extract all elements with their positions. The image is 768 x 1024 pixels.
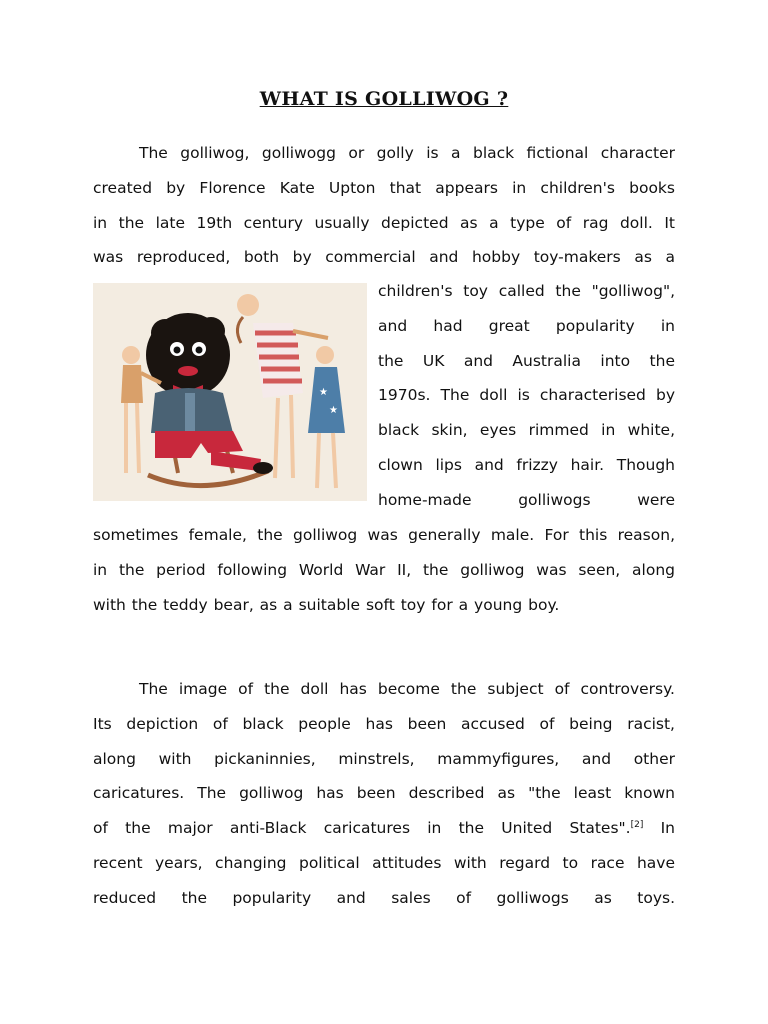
paragraph-line: along with pickaninnies, minstrels, mammyfigures, and other [93, 749, 675, 768]
paragraph-1-wrap [378, 274, 675, 518]
paragraph-line-tail: In [660, 819, 675, 838]
paragraph-line: reduced the popularity and sales of golliwogs as toys. [93, 888, 675, 907]
paragraph-line-text: of the major anti-Black caricatures in the United States". [93, 819, 631, 838]
svg-text:★: ★ [319, 387, 328, 398]
paragraph-line: created by Florence Kate Upton that appears in children's books [93, 178, 675, 197]
golliwog-dolls-illustration [93, 283, 367, 501]
svg-text:★: ★ [329, 405, 338, 416]
paragraph-line: recent years, changing political attitudes with regard to race have [93, 853, 675, 872]
golliwog-dolls-illustration-icon [93, 283, 367, 501]
paragraph-line: home-made golliwogs were [378, 490, 675, 509]
paragraph-line: The image of the doll has become the subject of controversy. [139, 680, 675, 698]
paragraph-1-bottom [93, 518, 675, 622]
paragraph-line-with-citation [93, 811, 675, 846]
paragraph-line: Its depiction of black people has been accused of being racist, [93, 714, 675, 733]
paragraph-line: was reproduced, both by commercial and hobby toy-makers as a [93, 248, 675, 267]
paragraph-line: The golliwog, golliwogg or golly is a black fictional character [139, 144, 675, 162]
paragraph-line: children's toy called the "golliwog", [378, 282, 675, 300]
paragraph-line: black skin, eyes rimmed in white, [378, 421, 675, 440]
paragraph-line: and had great popularity in [378, 316, 675, 335]
citation-link[interactable]: [2] [630, 820, 644, 831]
page-title: WHAT IS GOLLIWOG ? [259, 88, 509, 110]
paragraph-line: caricatures. The golliwog has been described as "the least known [93, 784, 675, 803]
paragraph-line: in the late 19th century usually depicted as a type of rag doll. It [93, 213, 675, 232]
paragraph-line: in the period following World War II, the golliwog was seen, along [93, 560, 675, 579]
paragraph-1-top [93, 136, 675, 275]
paragraph-line: clown lips and frizzy hair. Though [378, 455, 675, 474]
paragraph-line: the UK and Australia into the [378, 351, 675, 370]
paragraph-2 [93, 672, 675, 916]
paragraph-line: sometimes female, the golliwog was generally male. For this reason, [93, 526, 675, 544]
paragraph-line: with the teddy bear, as a suitable soft toy for a young boy. [93, 595, 560, 614]
paragraph-line: 1970s. The doll is characterised by [378, 386, 675, 405]
